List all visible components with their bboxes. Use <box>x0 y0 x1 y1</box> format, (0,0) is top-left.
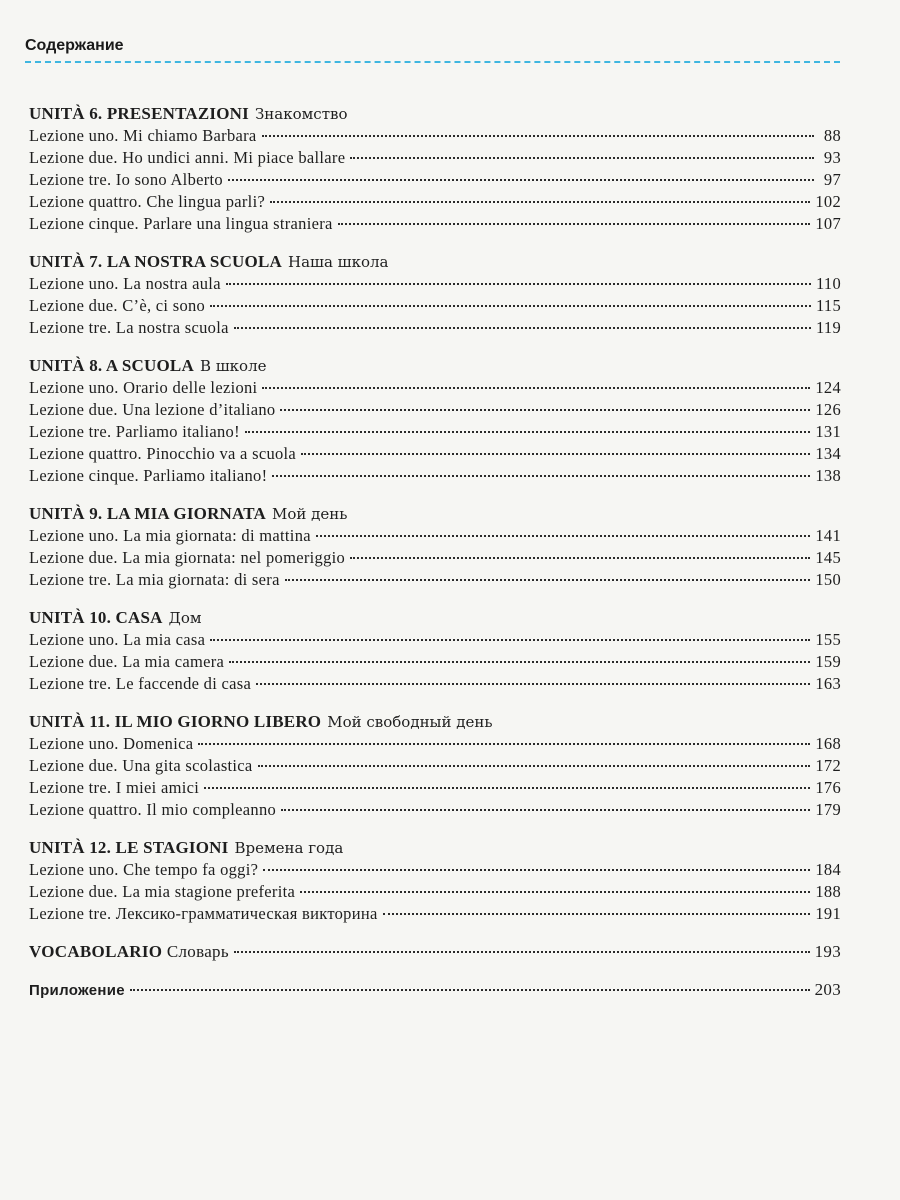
dot-leader <box>272 475 810 477</box>
lesson-title: Lezione due. La mia camera <box>29 652 225 671</box>
toc-entry[interactable] <box>29 859 841 881</box>
dot-leader <box>234 327 811 329</box>
dot-leader <box>256 683 810 685</box>
page-number: 115 <box>815 296 841 315</box>
toc-entry[interactable] <box>29 629 841 651</box>
unit-heading <box>29 711 841 733</box>
toc-entry[interactable] <box>29 733 841 755</box>
dot-leader <box>285 579 811 581</box>
toc-entry[interactable] <box>29 377 841 399</box>
page-number: 138 <box>815 466 841 485</box>
page-number: 163 <box>815 674 841 693</box>
dot-leader <box>300 891 810 893</box>
page-number: 150 <box>815 570 841 589</box>
unit-section <box>29 837 841 925</box>
page-number: 107 <box>815 214 841 233</box>
dot-leader <box>245 431 810 433</box>
page-number: 155 <box>815 630 841 649</box>
page-number: 145 <box>815 548 841 567</box>
toc-entry[interactable] <box>29 673 841 695</box>
page-number: 191 <box>815 904 841 923</box>
lesson-title: Lezione uno. Orario delle lezioni <box>29 378 258 397</box>
unit-section <box>29 251 841 339</box>
unit-title-italian: UNITÀ 12. LE STAGIONI <box>29 838 229 857</box>
toc-entry[interactable] <box>29 213 841 235</box>
lesson-title: Lezione due. Una gita scolastica <box>29 756 253 775</box>
lesson-title: Lezione uno. Domenica <box>29 734 194 753</box>
dot-leader <box>263 869 810 871</box>
unit-section <box>29 711 841 821</box>
lesson-title: Lezione tre. I miei amici <box>29 778 200 797</box>
table-of-contents <box>29 103 841 1018</box>
dot-leader <box>350 157 814 159</box>
dot-leader <box>234 951 810 953</box>
unit-section <box>29 103 841 235</box>
lesson-title: Lezione tre. Io sono Alberto <box>29 170 223 189</box>
lesson-title: Lezione quattro. Pinocchio va a scuola <box>29 444 297 463</box>
dot-leader <box>210 305 811 307</box>
unit-title-russian: Дом <box>168 609 202 627</box>
lesson-title: Lezione tre. Parliamo italiano! <box>29 422 240 441</box>
lesson-title: Lezione due. C’è, ci sono <box>29 296 206 315</box>
page-number: 126 <box>815 400 841 419</box>
page-number: 179 <box>815 800 841 819</box>
unit-title-italian: UNITÀ 11. IL MIO GIORNO LIBERO <box>29 712 322 731</box>
lesson-title: Lezione uno. La mia casa <box>29 630 206 649</box>
lesson-title: Lezione uno. La mia giornata: di mattina <box>29 526 311 545</box>
dot-leader <box>228 179 814 181</box>
toc-entry[interactable] <box>29 569 841 591</box>
page-number: 93 <box>823 148 841 167</box>
dot-leader <box>226 283 811 285</box>
lesson-title: Lezione due. Ho undici anni. Mi piace ballare <box>29 148 346 167</box>
dot-leader <box>301 453 810 455</box>
toc-entry[interactable] <box>29 799 841 821</box>
toc-entry[interactable] <box>29 443 841 465</box>
toc-entry[interactable] <box>29 147 841 169</box>
toc-entry[interactable] <box>29 295 841 317</box>
unit-heading <box>29 251 841 273</box>
vocabolario-title-russian: Словарь <box>166 942 229 961</box>
page-number: 131 <box>815 422 841 441</box>
page-number: 134 <box>815 444 841 463</box>
page-number: 102 <box>815 192 841 211</box>
vocabolario-title-italian: VOCABOLARIO <box>29 942 163 961</box>
page-header-title: Содержание <box>25 37 124 54</box>
unit-heading <box>29 355 841 377</box>
unit-section <box>29 503 841 591</box>
dot-leader <box>198 743 810 745</box>
lesson-title: Lezione tre. Le faccende di casa <box>29 674 252 693</box>
toc-entry[interactable] <box>29 191 841 213</box>
lesson-title: Lezione tre. La nostra scuola <box>29 318 229 337</box>
unit-title-russian: Мой свободный день <box>327 713 493 731</box>
toc-entry[interactable] <box>29 881 841 903</box>
toc-entry-vocabolario[interactable] <box>29 941 841 963</box>
toc-entry[interactable] <box>29 273 841 295</box>
lesson-title: Lezione uno. Mi chiamo Barbara <box>29 126 257 145</box>
dot-leader <box>130 989 810 991</box>
lesson-title: Lezione tre. Лексико-грамматическая викторина <box>29 904 378 923</box>
page-number: 124 <box>815 378 841 397</box>
unit-section <box>29 607 841 695</box>
lesson-title: Lezione tre. La mia giornata: di sera <box>29 570 280 589</box>
page-number: 172 <box>815 756 841 775</box>
dot-leader <box>262 387 810 389</box>
toc-entry[interactable] <box>29 125 841 147</box>
page-number: 159 <box>815 652 841 671</box>
page-number: 193 <box>814 942 841 961</box>
unit-heading <box>29 607 841 629</box>
toc-entry[interactable] <box>29 777 841 799</box>
page-number: 110 <box>815 274 841 293</box>
unit-title-italian: UNITÀ 10. CASA <box>29 608 163 627</box>
page-number: 168 <box>815 734 841 753</box>
page-number: 203 <box>814 980 841 999</box>
unit-title-russian: Знакомство <box>254 105 348 123</box>
toc-entry[interactable] <box>29 903 841 925</box>
unit-section <box>29 355 841 487</box>
dot-leader <box>316 535 810 537</box>
dot-leader <box>262 135 814 137</box>
header-divider <box>25 61 840 63</box>
unit-heading <box>29 503 841 525</box>
dot-leader <box>281 809 810 811</box>
dot-leader <box>338 223 811 225</box>
unit-title-italian: UNITÀ 8. A SCUOLA <box>29 356 194 375</box>
page-number: 176 <box>815 778 841 797</box>
page-number: 88 <box>823 126 841 145</box>
lesson-title: Lezione cinque. Parliamo italiano! <box>29 466 268 485</box>
toc-entry-appendix[interactable] <box>29 979 841 1002</box>
dot-leader <box>210 639 810 641</box>
unit-heading <box>29 837 841 859</box>
toc-entry[interactable] <box>29 465 841 487</box>
lesson-title: Lezione quattro. Che lingua parli? <box>29 192 266 211</box>
dot-leader <box>229 661 810 663</box>
dot-leader <box>258 765 811 767</box>
toc-entry[interactable] <box>29 525 841 547</box>
unit-title-russian: Времена года <box>234 839 344 857</box>
dot-leader <box>383 913 811 915</box>
page-number: 188 <box>815 882 841 901</box>
toc-entry[interactable] <box>29 421 841 443</box>
lesson-title: Lezione uno. Che tempo fa oggi? <box>29 860 259 879</box>
lesson-title: Lezione cinque. Parlare una lingua straniera <box>29 214 333 233</box>
lesson-title: Lezione due. La mia giornata: nel pomeriggio <box>29 548 346 567</box>
unit-heading <box>29 103 841 125</box>
toc-entry[interactable] <box>29 317 841 339</box>
unit-title-russian: Наша школа <box>287 253 389 271</box>
toc-entry[interactable] <box>29 755 841 777</box>
toc-entry[interactable] <box>29 169 841 191</box>
page-number: 184 <box>815 860 841 879</box>
lesson-title: Lezione uno. La nostra aula <box>29 274 221 293</box>
page-number: 119 <box>815 318 841 337</box>
vocabolario-title <box>29 941 229 963</box>
dot-leader <box>280 409 810 411</box>
lesson-title: Lezione quattro. Il mio compleanno <box>29 800 277 819</box>
unit-title-italian: UNITÀ 6. PRESENTAZIONI <box>29 104 249 123</box>
unit-title-russian: Мой день <box>272 505 348 523</box>
unit-title-russian: В школе <box>199 357 267 375</box>
dot-leader <box>204 787 810 789</box>
page-number: 141 <box>815 526 841 545</box>
dot-leader <box>270 201 810 203</box>
unit-title-italian: UNITÀ 7. LA NOSTRA SCUOLA <box>29 252 282 271</box>
appendix-title: Приложение <box>29 982 125 999</box>
lesson-title: Lezione due. La mia stagione preferita <box>29 882 296 901</box>
page-number: 97 <box>823 170 841 189</box>
toc-entry[interactable] <box>29 651 841 673</box>
toc-entry[interactable] <box>29 399 841 421</box>
dot-leader <box>350 557 810 559</box>
toc-entry[interactable] <box>29 547 841 569</box>
lesson-title: Lezione due. Una lezione d’italiano <box>29 400 276 419</box>
unit-title-italian: UNITÀ 9. LA MIA GIORNATA <box>29 504 266 523</box>
